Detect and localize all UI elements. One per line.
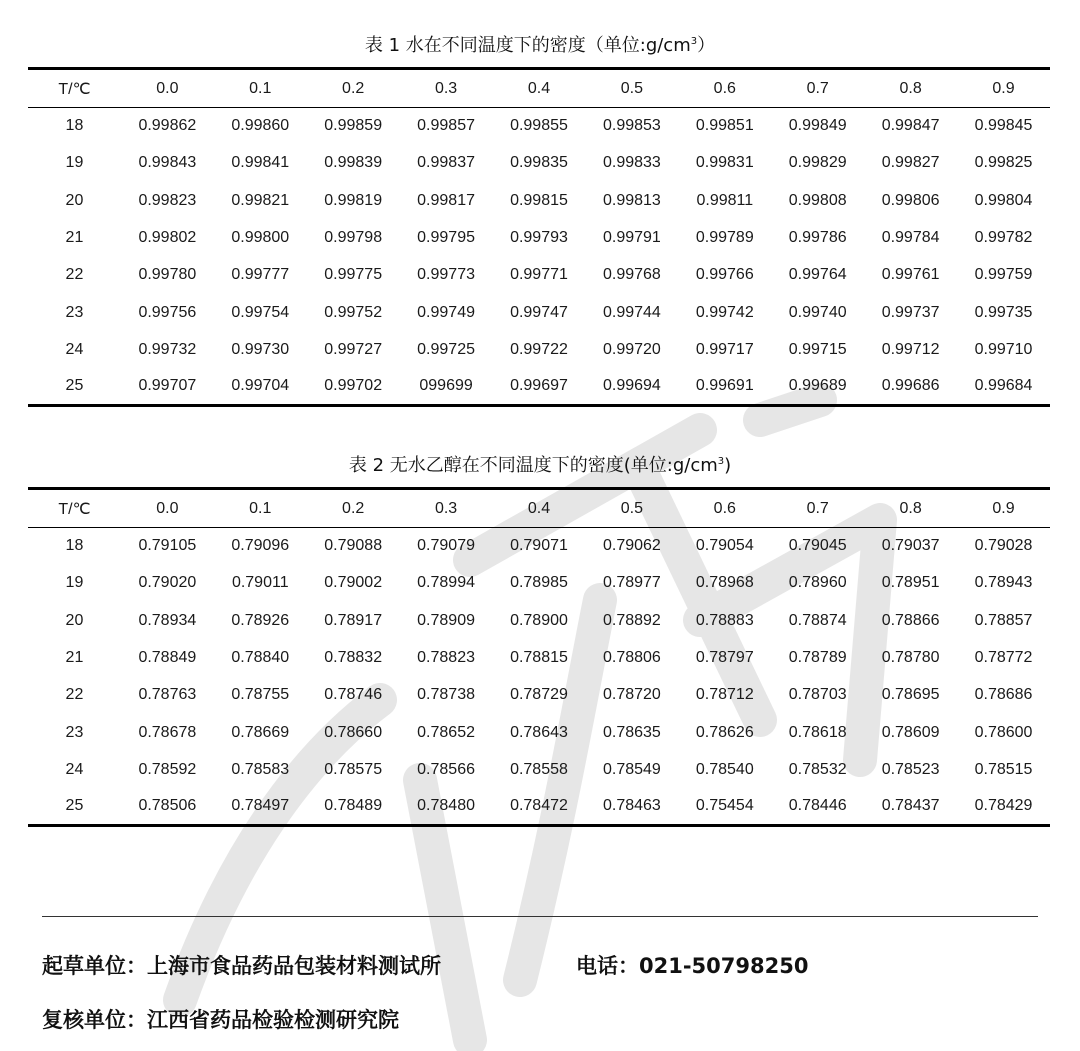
density-cell: 0.78506: [121, 789, 214, 826]
density-cell: 0.78892: [602, 611, 661, 629]
temperature-cell: 21: [65, 649, 84, 667]
table2-caption-sup: 3: [717, 456, 725, 467]
table2-header-cell: 0.3: [400, 489, 493, 528]
density-cell: 0.99791: [602, 229, 661, 247]
table1-caption-sup: 3: [690, 36, 698, 47]
temperature-cell: 19: [65, 154, 84, 172]
density-cell: 0.78857: [974, 611, 1033, 629]
density-cell: 0.99749: [417, 303, 475, 321]
density-cell: 0.99839: [324, 154, 383, 172]
density-cell: 0.99808: [788, 191, 847, 209]
table2-header-cell: 0.8: [864, 489, 957, 528]
density-cell: 0.78592: [138, 760, 197, 778]
density-cell: 0.99707: [121, 369, 214, 406]
density-cell: 0.78703: [788, 686, 847, 704]
density-cell: 0.78985: [510, 574, 568, 592]
density-cell: 0.79011: [231, 574, 289, 592]
table1-caption: [0, 34, 1080, 58]
temperature-cell: 22: [65, 686, 84, 704]
table1-header-cell: T/℃: [28, 69, 121, 108]
density-cell: 0.78712: [695, 686, 754, 704]
density-cell: 0.78472: [493, 789, 586, 826]
density-cell: 0.99727: [324, 340, 383, 358]
table2-header-cell: 0.1: [214, 489, 307, 528]
density-cell: 0.99847: [881, 117, 940, 135]
density-cell: 0.99768: [602, 266, 661, 284]
density-cell: 0.99744: [602, 303, 661, 321]
table-row: [28, 108, 1050, 145]
table2-caption: [0, 454, 1080, 478]
table1-header-cell: 0.9: [957, 69, 1050, 108]
table-row: [28, 714, 1050, 751]
density-cell: 0.78815: [510, 649, 568, 667]
density-cell: 0.99691: [678, 369, 771, 406]
density-cell: 0.99804: [974, 191, 1033, 209]
density-cell: 0.78943: [974, 574, 1033, 592]
density-cell: 0.99859: [324, 117, 383, 135]
density-cell: 0.78686: [974, 686, 1033, 704]
density-cell: 0.99793: [510, 229, 568, 247]
density-cell: 0.79071: [510, 537, 568, 555]
density-cell: 0.99775: [324, 266, 383, 284]
density-cell: 0.78695: [881, 686, 940, 704]
density-cell: 0.99800: [231, 229, 290, 247]
density-cell: 0.78635: [602, 723, 661, 741]
table1-header-cell: 0.1: [214, 69, 307, 108]
density-cell: 0.99702: [307, 369, 400, 406]
density-cell: 0.99742: [695, 303, 754, 321]
density-cell: 0.78883: [695, 611, 754, 629]
density-cell: 0.78951: [881, 574, 940, 592]
density-cell: 0.99761: [881, 266, 940, 284]
table-row: [28, 789, 1050, 826]
density-cell: 0.78532: [788, 760, 847, 778]
density-cell: 0.99786: [788, 229, 847, 247]
density-cell: 0.78755: [231, 686, 290, 704]
density-cell: 0.99735: [974, 303, 1033, 321]
density-cell: 0.78515: [974, 760, 1033, 778]
temperature-cell: 24: [65, 340, 84, 358]
table1-header-cell: 0.6: [678, 69, 771, 108]
density-cell: 0.79028: [974, 537, 1033, 555]
density-cell: 0.78429: [957, 789, 1050, 826]
density-cell: 0.78540: [695, 760, 754, 778]
density-cell: 0.78583: [231, 760, 290, 778]
density-cell: 0.78968: [695, 574, 754, 592]
density-cell: 0.78994: [417, 574, 475, 592]
density-cell: 0.78960: [788, 574, 847, 592]
table1-body: [28, 108, 1050, 406]
table-row: [28, 565, 1050, 602]
density-cell: 0.78618: [788, 723, 847, 741]
density-cell: 0.99835: [510, 154, 568, 172]
temperature-cell: 18: [65, 117, 84, 135]
table2-header-cell: 0.2: [307, 489, 400, 528]
density-cell: 0.78738: [417, 686, 475, 704]
table2-caption-text: 表 2 无水乙醇在不同温度下的密度(单位:g/cm: [348, 455, 718, 476]
density-cell: 0.99780: [138, 266, 197, 284]
density-cell: 0.78729: [510, 686, 568, 704]
temperature-cell: 24: [65, 760, 84, 778]
density-cell: 0.78669: [231, 723, 290, 741]
table1-header-cell: 0.3: [400, 69, 493, 108]
density-cell: 0.99853: [602, 117, 661, 135]
density-cell: 0.99697: [493, 369, 586, 406]
density-cell: 0.99720: [602, 340, 661, 358]
ethanol-density-table: [28, 487, 1050, 827]
density-cell: 0.78763: [138, 686, 197, 704]
table2-header-cell: 0.7: [771, 489, 864, 528]
density-cell: 0.78840: [231, 649, 290, 667]
density-cell: 0.99819: [324, 191, 383, 209]
footer-divider: [42, 916, 1038, 917]
temperature-cell: 22: [65, 266, 84, 284]
density-cell: 0.99823: [138, 191, 197, 209]
table-row: [28, 331, 1050, 368]
table-row: [28, 294, 1050, 331]
density-cell: 0.78780: [881, 649, 940, 667]
table1-caption-text: 表 1 水在不同温度下的密度（单位:g/cm: [364, 35, 691, 56]
density-cell: 0.99833: [602, 154, 661, 172]
temperature-cell: 18: [65, 537, 84, 555]
table2-header-cell: 0.4: [493, 489, 586, 528]
table1-caption-close: ）: [697, 35, 716, 56]
density-cell: 0.99806: [881, 191, 940, 209]
table1-header-cell: 0.8: [864, 69, 957, 108]
density-cell: 0.99771: [510, 266, 568, 284]
density-cell: 0.99817: [417, 191, 475, 209]
table2-header-cell: 0.0: [121, 489, 214, 528]
table-row: [28, 219, 1050, 256]
density-cell: 0.79079: [417, 537, 475, 555]
density-cell: 0.78926: [231, 611, 290, 629]
density-cell: 0.78874: [788, 611, 847, 629]
table2-header-row: [28, 489, 1050, 528]
density-cell: 0.78643: [510, 723, 568, 741]
water-density-table: [28, 67, 1050, 407]
table-row: [28, 182, 1050, 219]
density-cell: 0.78806: [602, 649, 661, 667]
density-cell: 0.78909: [417, 611, 475, 629]
density-cell: 0.99845: [974, 117, 1033, 135]
density-cell: 0.78900: [510, 611, 568, 629]
density-cell: 0.99717: [695, 340, 754, 358]
density-cell: 0.78575: [324, 760, 383, 778]
temperature-cell: 21: [65, 229, 84, 247]
density-cell: 0.99730: [231, 340, 290, 358]
density-cell: 0.78720: [602, 686, 661, 704]
table1-header-cell: 0.5: [585, 69, 678, 108]
table2-caption-close: ): [724, 455, 732, 476]
density-cell: 0.99825: [974, 154, 1033, 172]
density-cell: 0.79045: [788, 537, 847, 555]
density-cell: 0.78480: [400, 789, 493, 826]
density-cell: 0.99725: [417, 340, 475, 358]
density-cell: 0.99849: [788, 117, 847, 135]
table1-header-cell: 0.7: [771, 69, 864, 108]
density-cell: 0.99813: [602, 191, 661, 209]
density-cell: 0.78600: [974, 723, 1033, 741]
table1-header-cell: 0.2: [307, 69, 400, 108]
temperature-cell: 25: [28, 789, 121, 826]
density-cell: 0.99860: [231, 117, 290, 135]
table-row: [28, 602, 1050, 639]
density-cell: 0.79002: [324, 574, 383, 592]
density-cell: 0.78746: [324, 686, 383, 704]
table-row: [28, 528, 1050, 565]
density-cell: 0.99704: [214, 369, 307, 406]
density-cell: 0.99754: [231, 303, 290, 321]
table2-header-cell: 0.6: [678, 489, 771, 528]
drafting-unit: 起草单位：上海市食品药品包装材料测试所: [42, 954, 441, 978]
density-cell: 0.99759: [974, 266, 1033, 284]
density-cell: 0.99737: [881, 303, 940, 321]
density-cell: 0.99815: [510, 191, 568, 209]
table2-header-cell: 0.5: [585, 489, 678, 528]
density-cell: 0.78866: [881, 611, 940, 629]
density-cell: 0.79020: [138, 574, 197, 592]
density-cell: 0.78523: [881, 760, 940, 778]
density-cell: 0.78609: [881, 723, 940, 741]
density-cell: 0.99857: [417, 117, 475, 135]
table1-header-cell: 0.0: [121, 69, 214, 108]
density-cell: 0.99811: [696, 191, 754, 209]
density-cell: 0.99740: [788, 303, 847, 321]
density-cell: 0.78489: [307, 789, 400, 826]
review-unit: 复核单位：江西省药品检验检测研究院: [42, 1008, 399, 1032]
density-cell: 0.79088: [324, 537, 383, 555]
temperature-cell: 20: [65, 191, 84, 209]
density-cell: 0.99773: [417, 266, 475, 284]
density-cell: 0.99722: [510, 340, 568, 358]
density-cell: 0.99712: [881, 340, 940, 358]
density-cell: 0.78626: [695, 723, 754, 741]
density-cell: 0.78789: [788, 649, 847, 667]
density-cell: 0.99789: [695, 229, 754, 247]
density-cell: 0.79054: [695, 537, 754, 555]
density-cell: 0.99752: [324, 303, 383, 321]
density-cell: 0.78558: [510, 760, 568, 778]
density-cell: 0.78652: [417, 723, 475, 741]
density-cell: 099699: [400, 369, 493, 406]
density-cell: 0.99766: [695, 266, 754, 284]
density-cell: 0.79096: [231, 537, 290, 555]
table-row: [28, 677, 1050, 714]
density-cell: 0.99831: [695, 154, 754, 172]
density-cell: 0.99862: [138, 117, 197, 135]
density-cell: 0.99689: [771, 369, 864, 406]
table-row: [28, 639, 1050, 676]
density-cell: 0.78772: [974, 649, 1033, 667]
density-cell: 0.78437: [864, 789, 957, 826]
table1-header-row: [28, 69, 1050, 108]
density-cell: 0.78566: [417, 760, 475, 778]
density-cell: 0.99795: [417, 229, 475, 247]
table1-header-cell: 0.4: [493, 69, 586, 108]
table-row: [28, 369, 1050, 406]
table2-header-cell: T/℃: [28, 489, 121, 528]
density-cell: 0.78446: [771, 789, 864, 826]
table2-header-cell: 0.9: [957, 489, 1050, 528]
density-cell: 0.99782: [974, 229, 1033, 247]
density-cell: 0.78549: [602, 760, 661, 778]
density-cell: 0.78832: [324, 649, 383, 667]
density-cell: 0.78823: [417, 649, 475, 667]
density-cell: 0.99686: [864, 369, 957, 406]
density-cell: 0.99843: [138, 154, 197, 172]
density-cell: 0.99732: [138, 340, 197, 358]
density-cell: 0.99777: [231, 266, 290, 284]
temperature-cell: 20: [65, 611, 84, 629]
table-row: [28, 257, 1050, 294]
density-cell: 0.99694: [585, 369, 678, 406]
density-cell: 0.99684: [957, 369, 1050, 406]
density-cell: 0.75454: [678, 789, 771, 826]
density-cell: 0.99756: [138, 303, 197, 321]
density-cell: 0.99827: [881, 154, 940, 172]
density-cell: 0.78849: [138, 649, 197, 667]
temperature-cell: 23: [65, 303, 84, 321]
density-cell: 0.99715: [788, 340, 847, 358]
density-cell: 0.99747: [510, 303, 568, 321]
density-cell: 0.99784: [881, 229, 940, 247]
density-cell: 0.99802: [138, 229, 197, 247]
density-cell: 0.99851: [695, 117, 754, 135]
density-cell: 0.78660: [324, 723, 383, 741]
density-cell: 0.78497: [214, 789, 307, 826]
density-cell: 0.79105: [138, 537, 197, 555]
density-cell: 0.99821: [231, 191, 290, 209]
density-cell: 0.78678: [138, 723, 197, 741]
density-cell: 0.99837: [417, 154, 475, 172]
density-cell: 0.99710: [974, 340, 1033, 358]
temperature-cell: 25: [28, 369, 121, 406]
density-cell: 0.99855: [510, 117, 568, 135]
density-cell: 0.99841: [231, 154, 290, 172]
table-row: [28, 145, 1050, 182]
density-cell: 0.99764: [788, 266, 847, 284]
density-cell: 0.78917: [324, 611, 383, 629]
phone-number: 电话：021-50798250: [576, 954, 809, 978]
density-cell: 0.78463: [585, 789, 678, 826]
density-cell: 0.99798: [324, 229, 383, 247]
table2-body: [28, 528, 1050, 826]
density-cell: 0.78934: [138, 611, 197, 629]
temperature-cell: 23: [65, 723, 84, 741]
density-cell: 0.79037: [881, 537, 940, 555]
density-cell: 0.99829: [788, 154, 847, 172]
table-row: [28, 751, 1050, 788]
density-cell: 0.78797: [695, 649, 754, 667]
temperature-cell: 19: [65, 574, 84, 592]
density-cell: 0.79062: [602, 537, 661, 555]
density-cell: 0.78977: [602, 574, 661, 592]
